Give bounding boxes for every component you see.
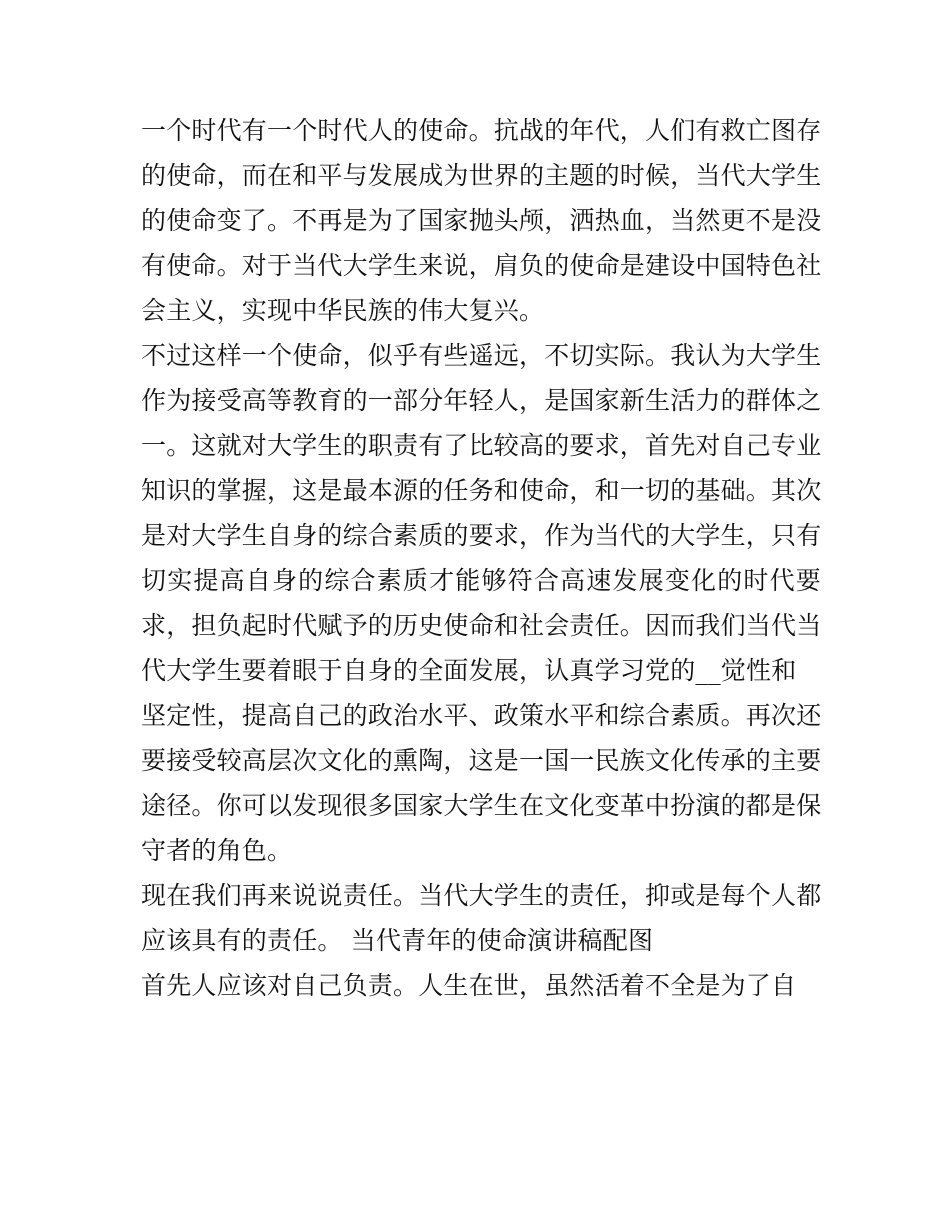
- text-line: 守者的角色。: [141, 836, 293, 865]
- text-line: 应该具有的责任。 当代青年的使命演讲稿配图: [141, 926, 654, 955]
- text-line: 的使命，而在和平与发展成为世界的主题的时候，当代大学生: [141, 161, 821, 190]
- text-line: 的使命变了。不再是为了国家抛头颅，洒热血，当然更不是没: [141, 206, 821, 235]
- text-line: 途径。你可以发现很多国家大学生在文化变革中扮演的都是保: [141, 791, 821, 820]
- text-line: 首先人应该对自己负责。人生在世，虽然活着不全是为了自: [141, 971, 797, 1000]
- text-line: 一个时代有一个时代人的使命。抗战的年代，人们有救亡图存: [141, 116, 821, 145]
- paragraph-1: [141, 108, 821, 333]
- text-line: 现在我们再来说说责任。当代大学生的责任，抑或是每个人都: [141, 881, 821, 910]
- text-line: 作为接受高等教育的一部分年轻人，是国家新生活力的群体之: [141, 386, 821, 415]
- text-line: 不过这样一个使命，似乎有些遥远，不切实际。我认为大学生: [141, 341, 821, 370]
- text-line: 知识的掌握，这是最本源的任务和使命，和一切的基础。其次: [141, 476, 821, 505]
- text-line: 是对大学生自身的综合素质的要求，作为当代的大学生，只有: [141, 521, 821, 550]
- paragraph-2: [141, 333, 821, 873]
- text-line: 求，担负起时代赋予的历史使命和社会责任。因而我们当代当: [141, 611, 821, 640]
- text-line: 代大学生要着眼于自身的全面发展，认真学习党的__觉性和: [141, 656, 797, 685]
- text-line: 会主义，实现中华民族的伟大复兴。: [141, 296, 545, 325]
- text-line: 坚定性，提高自己的政治水平、政策水平和综合素质。再次还: [141, 701, 821, 730]
- text-line: 切实提高自身的综合素质才能够符合高速发展变化的时代要: [141, 566, 821, 595]
- text-line: 一。这就对大学生的职责有了比较高的要求，首先对自己专业: [141, 431, 821, 460]
- text-line: 要接受较高层次文化的熏陶，这是一国一民族文化传承的主要: [141, 746, 821, 775]
- paragraph-3: [141, 873, 821, 963]
- text-line: 有使命。对于当代大学生来说，肩负的使命是建设中国特色社: [141, 251, 821, 280]
- body-text: [141, 108, 821, 1008]
- paragraph-4: [141, 963, 821, 1008]
